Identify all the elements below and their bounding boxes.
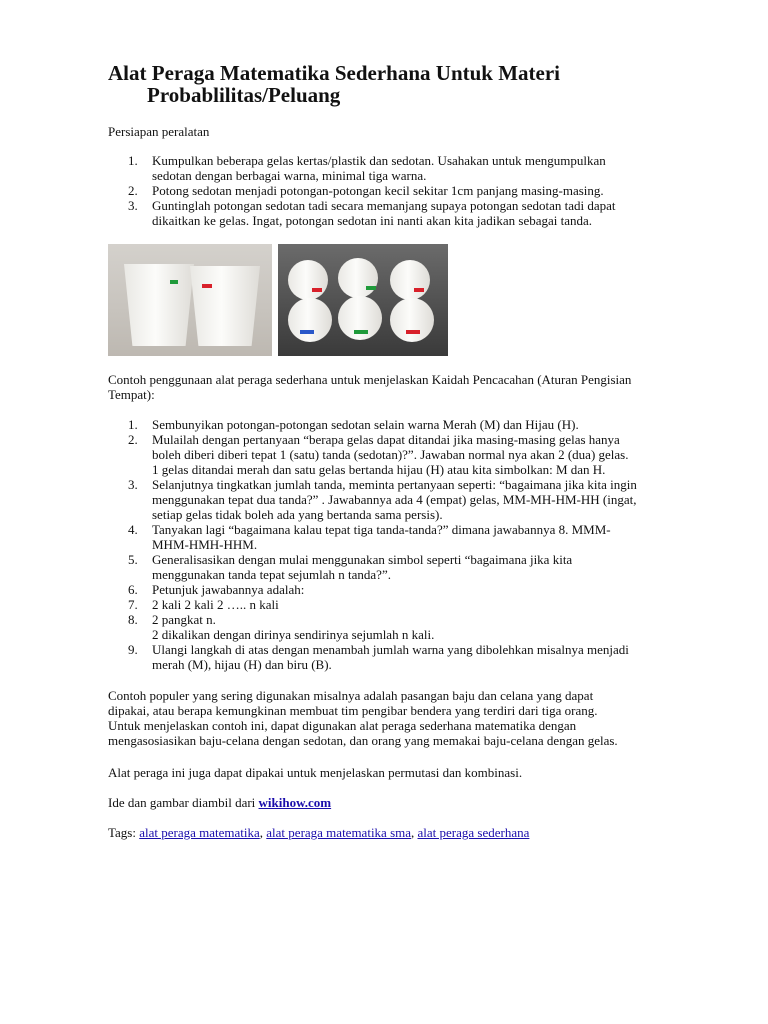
title-line-2: Probablilitas/Peluang — [147, 83, 341, 107]
example-item: 2. Mulailah dengan pertanyaan “berapa gelas dapat ditandai jika masing-masing gelas hanya boleh diberi diberi tepat 1 (satu) tanda (sedotan)?”. Jawaban normal nya akan 2 (dua) gelas. 1 gelas ditandai merah dan satu gelas bertanda hijau (H) atau kita simbolkan: M dan H. — [128, 432, 629, 477]
example-item: 6. Petunjuk jawabannya adalah: — [128, 582, 305, 597]
popular-paragraph: Contoh populer yang sering digunakan misalnya adalah pasangan baju dan celana yang dapat dipakai, atau berapa kemungkinan membuat tim pengibar bendera yang terdiri dari tiga orang. Untuk menjelaskan contoh ini, dapat digunakan alat peraga sederhana matematika dengan mengasosiasikan baju-celana dengan sedotan, dan orang yang memakai baju-celana dengan gelas. — [108, 688, 618, 748]
prep-item: 1. Kumpulkan beberapa gelas kertas/plastik dan sedotan. Usahakan untuk mengumpulkan sedotan dengan berbagai warna, minimal tiga warna. — [128, 153, 606, 183]
example-item: 1. Sembunyikan potongan-potongan sedotan selain warna Merah (M) dan Hijau (H). — [128, 417, 579, 432]
tag-link[interactable]: alat peraga matematika — [139, 825, 260, 840]
example-item: 4. Tanyakan lagi “bagaimana kalau tepat tiga tanda-tanda?” dimana jawabannya 8. MMM- MHM-HMH-HHM. — [128, 522, 611, 552]
title-line-1: Alat Peraga Matematika Sederhana Untuk Materi — [108, 61, 561, 85]
source-line: Ide dan gambar diambil dari wikihow.com — [108, 795, 332, 810]
permutation-paragraph: Alat peraga ini juga dapat dipakai untuk menjelaskan permutasi dan kombinasi. — [108, 765, 523, 780]
prep-item: 3. Guntinglah potongan sedotan tadi secara memanjang supaya potongan sedotan tadi dapat dikaitkan ke gelas. Ingat, potongan sedotan ini nanti akan kita jadikan sebagai tanda. — [128, 198, 616, 228]
example-item: 3. Selanjutnya tingkatkan jumlah tanda, meminta pertanyaan seperti: “bagaimana jika kita ingin menggunakan tepat dua tanda?” . Jawabannya ada 4 (empat) gelas, MM-MH-HM-HH (ingat, setiap gelas tidak boleh ada yang bertanda sama persis). — [128, 477, 637, 522]
source-link[interactable]: wikihow.com — [258, 795, 332, 810]
example-intro: Contoh penggunaan alat peraga sederhana untuk menjelaskan Kaidah Pencacahan (Aturan Pengisian Tempat): — [108, 372, 632, 402]
prep-list — [108, 153, 718, 228]
six-cups-photo — [278, 244, 448, 356]
page-title — [108, 62, 728, 106]
two-cups-photo — [108, 244, 272, 356]
example-item: 7. 2 kali 2 kali 2 ….. n kali — [128, 597, 279, 612]
prep-heading: Persiapan peralatan — [108, 124, 210, 139]
photo-row — [108, 244, 448, 356]
tags-line: Tags: alat peraga matematika, alat peraga matematika sma, alat peraga sederhana — [108, 825, 530, 840]
tag-link[interactable]: alat peraga sederhana — [417, 825, 530, 840]
example-item: 9. Ulangi langkah di atas dengan menambah jumlah warna yang dibolehkan misalnya menjadi merah (M), hijau (H) dan biru (B). — [128, 642, 629, 672]
tag-link[interactable]: alat peraga matematika sma — [266, 825, 412, 840]
prep-item: 2. Potong sedotan menjadi potongan-potongan kecil sekitar 1cm panjang masing-masing. — [128, 183, 604, 198]
example-list — [108, 417, 718, 672]
example-item: 8. 2 pangkat n. 2 dikalikan dengan dirinya sendirinya sejumlah n kali. — [128, 612, 435, 642]
example-item: 5. Generalisasikan dengan mulai menggunakan simbol seperti “bagaimana jika kita menggunakan tanda tepat sejumlah n tanda?”. — [128, 552, 573, 582]
